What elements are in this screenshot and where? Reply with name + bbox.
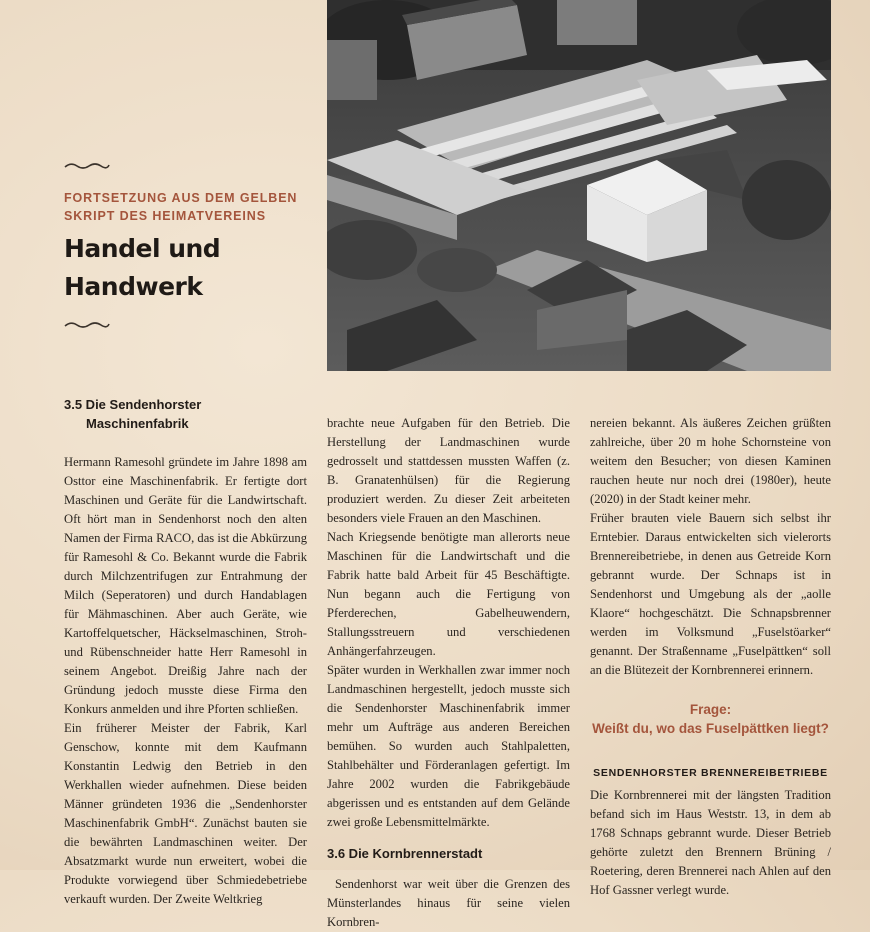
factory-aerial-photo bbox=[327, 0, 831, 371]
kicker-line-1: FORTSETZUNG AUS DEM GELBEN bbox=[64, 191, 298, 205]
subheading-brennereibetriebe: SENDENHORSTER BRENNEREIBETRIEBE bbox=[593, 767, 828, 779]
text-column-1 bbox=[64, 453, 307, 909]
title-line-1: Handel und bbox=[64, 234, 221, 263]
decorative-wave-bottom bbox=[63, 320, 111, 330]
paragraph: Ein früherer Meister der Fabrik, Karl Genschow, konnte mit dem Kaufmann Konstantin Ledwig den Betrieb in den Werkhallen wieder aufnehmen. Diese beiden Männer gründeten 1936 die „Sendenhorster Maschinenfabrik GmbH“. Zunächst bauten sie die bewährten Landmaschinen weiter. Der Absatzmarkt wurde nun erweitert, wobei die Produkte vorwiegend über Schmiedebetriebe verkauft wurden. Der Zweite Weltkrieg bbox=[64, 721, 307, 906]
paragraph: Später wurden in Werkhallen zwar immer noch Landmaschinen hergestellt, jedoch musste sich die Sendenhorster Maschinenfabrik immer mehr um Aufträge aus anderen Bereichen bemühen. So wurden auch Stahlpaletten, Stahlbehälter und Förderanlagen gefertigt. Im Jahre 2002 wurden die Fabrikgebäude abgerissen und es entstanden auf dem Gelände zwei große Lebensmittelmärkte. bbox=[327, 663, 570, 829]
decorative-wave-top bbox=[63, 161, 111, 171]
section-heading-3-5 bbox=[64, 395, 264, 433]
photo-illustration bbox=[327, 0, 831, 371]
paragraph: Früher brauten viele Bauern sich selbst ihr Erntebier. Daraus entwickelten sich vielerorts Brennereibetriebe, in denen aus Getreide Korn gebrannt wurde. Der Schnaps ist in Sendenhorst und Umgebung als der „aolle Klaore“ hochgeschätzt. Die Schnapsbrenner werden im Volksmund „Fuselstöarker“ genannt. Der Straßenname „Fuselpättken“ soll an die Blütezeit der Kornbrennerei erinnern. bbox=[590, 511, 831, 677]
paragraph: Hermann Ramesohl gründete im Jahre 1898 am Osttor eine Maschinenfabrik. Er fertigte dort Maschinen und Geräte für die Landwirtschaft. Oft hört man in Sendenhorst noch den alten Namen der Firma RACO, das ist die Abkürzung für Ramesohl & Co. Bekannt wurde die Fabrik durch Milchzentrifugen zur Entrahmung der Milch (Seperatoren) und durch Handablagen für Mähmaschinen. Aber auch Geräte, wie Kartoffelquetscher, Häckselmaschinen, Stroh- und Rübenschneider hatte Herr Ramesohl in seinem Angebot. Dreißig Jahre nach der Gründung jedoch musste diese Firma den Konkurs anmelden und ihre Pforten schließen. bbox=[64, 455, 307, 716]
paragraph: Sendenhorst war weit über die Grenzen des Münsterlandes hinaus für seine vielen Kornbren- bbox=[327, 877, 570, 929]
kicker-line-2: SKRIPT DES HEIMATVEREINS bbox=[64, 209, 266, 223]
paragraph: nereien bekannt. Als äußeres Zeichen grüßten zahlreiche, über 20 m hohe Schornsteine von weitem den Besucher; von diesen Kaminen rauchen heute nur noch drei (1980er), heute (2020) in der Stadt keiner mehr. bbox=[590, 416, 831, 506]
section-heading-3-5-line-2: Maschinenfabrik bbox=[86, 416, 189, 431]
section-heading-3-6: 3.6 Die Kornbrennerstadt bbox=[327, 846, 483, 861]
text-column-2 bbox=[327, 414, 570, 932]
paragraph: Die Kornbrennerei mit der längsten Tradition befand sich im Haus Weststr. 13, in dem ab 1768 Schnaps gebrannt wurde. Dieser Betrieb gehörte zuletzt den Brennern Brüning / Roetering, deren Brennerei nach Ahlen auf den Hof Gassner verlegt wurde. bbox=[590, 788, 831, 897]
section-heading-3-5-line-1: 3.5 Die Sendenhorster bbox=[64, 397, 202, 412]
question-label: Frage: bbox=[689, 702, 732, 717]
page-title bbox=[64, 230, 314, 306]
question-text: Weißt du, wo das Fuselpättken liegt? bbox=[592, 721, 829, 736]
title-line-2: Handwerk bbox=[64, 272, 203, 301]
paragraph: brachte neue Aufgaben für den Betrieb. Die Herstellung der Landmaschinen wurde gedrosselt und stattdessen mussten Waffen (z. B. Granatenhülsen) für die Regierung produziert werden. Zu dieser Zeit arbeiteten besonders viele Frauen an den Maschinen. bbox=[327, 416, 570, 525]
kicker-heading bbox=[64, 189, 304, 225]
paragraph: Nach Kriegsende benötigte man allerorts neue Maschinen für die Landwirtschaft und die Fabrik hatte bald Arbeit für 45 Beschäftigte. Nun begann auch die Fertigung von Pferderechen, Gabelheuwendern, Stallungsstreuern und verschiedenen Anhängerfahrzeugen. bbox=[327, 530, 570, 658]
text-column-3 bbox=[590, 414, 831, 900]
question-box bbox=[590, 700, 831, 738]
